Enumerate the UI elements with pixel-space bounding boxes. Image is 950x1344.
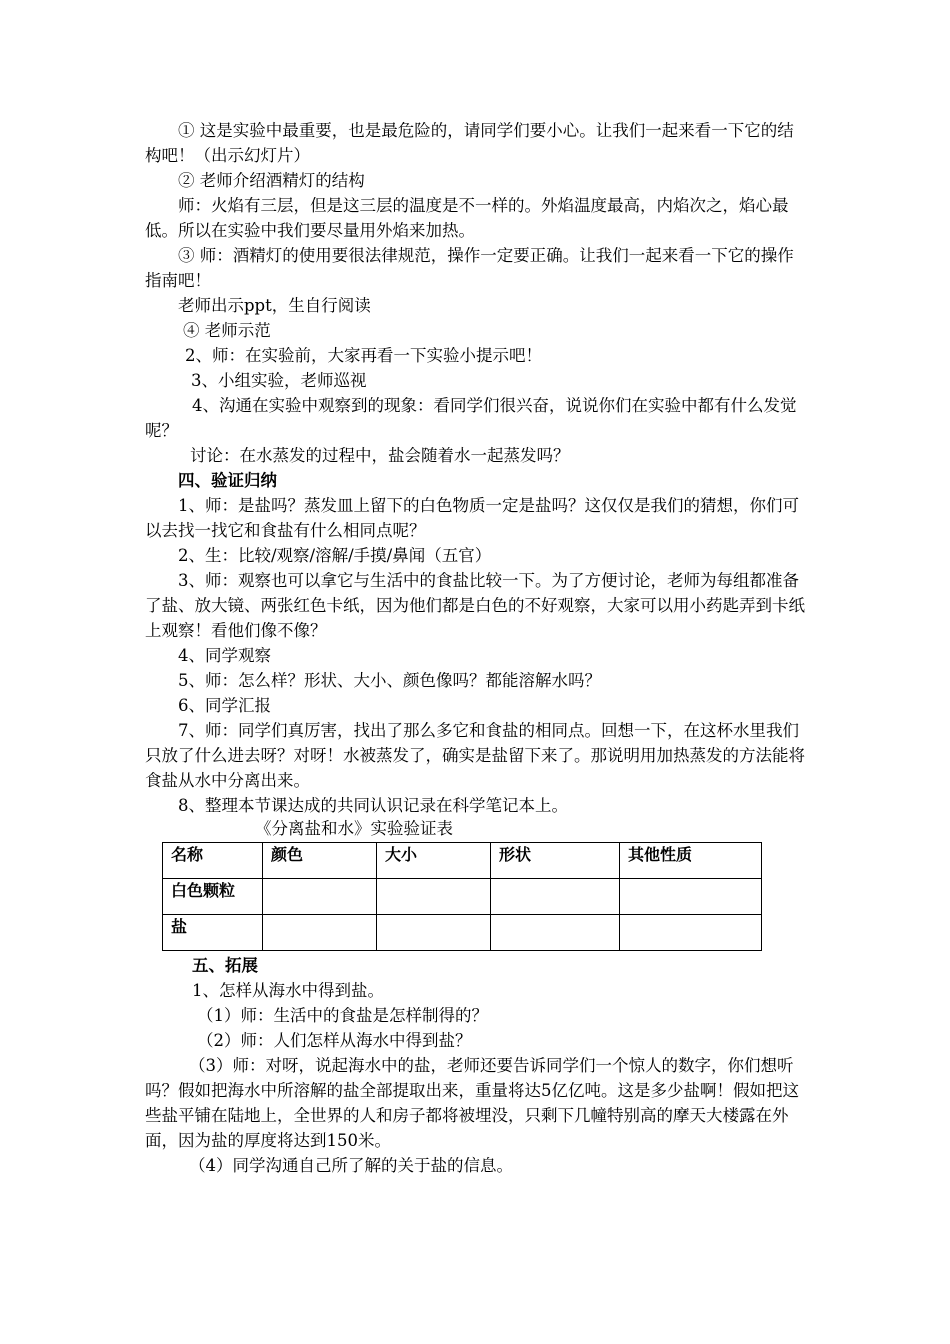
table-header-cell: 名称 xyxy=(163,843,263,879)
paragraph-flame-layers: 师：火焰有三层，但是这三层的温度是不一样的。外焰温度最高，内焰次之，焰心最低。所以在实验中我们要尽量用外焰来加热。 xyxy=(145,196,789,240)
section-heading-verify: 四、验证归纳 xyxy=(178,471,277,490)
table-cell xyxy=(620,915,762,951)
paragraph-extend-1: 1、怎样从海水中得到盐。 xyxy=(192,981,384,1000)
paragraph-discussion: 讨论：在水蒸发的过程中，盐会随着水一起蒸发吗？ xyxy=(190,446,570,465)
table-header-row xyxy=(163,843,762,879)
paragraph-verify-8: 8、整理本节课达成的共同认识记录在科学笔记本上。 xyxy=(178,796,568,815)
paragraph-verify-6: 6、同学汇报 xyxy=(178,696,271,715)
paragraph-group-experiment: 3、小组实验，老师巡视 xyxy=(191,371,367,390)
paragraph-verify-4: 4、同学观察 xyxy=(178,646,271,665)
paragraph-extend-3: （2）师：人们怎样从海水中得到盐？ xyxy=(197,1031,472,1050)
paragraph-verify-3: 3、师：观察也可以拿它与生活中的食盐比较一下。为了方便讨论，老师为每组都准备了盐、放大镜、两张红色卡纸，因为他们都是白色的不好观察，大家可以用小药匙弄到卡纸上观察！看他们像不像？ xyxy=(145,571,805,640)
table-header-cell: 大小 xyxy=(377,843,491,879)
paragraph-verify-7: 7、师：同学们真厉害，找出了那么多它和食盐的相同点。回想一下，在这杯水里我们只放了什么进去呀？对呀！水被蒸发了，确实是盐留下来了。那说明用加热蒸发的方法能将食盐从水中分离出来。 xyxy=(145,721,805,790)
table-row xyxy=(163,915,762,951)
paragraph-extend-4: （3）师：对呀，说起海水中的盐，老师还要告诉同学们一个惊人的数字，你们想听吗？假如把海水中所溶解的盐全部提取出来，重量将达5亿亿吨。这是多少盐啊！假如把这些盐平铺在陆地上，全世界的人和房子都将被埋没，只剩下几幢特别高的摩天大楼露在外面，因为盐的厚度将达到150米。 xyxy=(145,1056,799,1150)
paragraph-verify-5: 5、师：怎么样？形状、大小、颜色像吗？都能溶解水吗？ xyxy=(178,671,601,690)
paragraph-verify-2: 2、生：比较/观察/溶解/手摸/鼻闻（五官） xyxy=(178,546,492,565)
paragraph-ppt-reading: 老师出示ppt，生自行阅读 xyxy=(178,296,371,315)
table-header-cell: 形状 xyxy=(491,843,620,879)
paragraph-extend-5: （4）同学沟通自己所了解的关于盐的信息。 xyxy=(189,1156,513,1175)
table-cell xyxy=(620,879,762,915)
table-header-cell: 其他性质 xyxy=(620,843,762,879)
paragraph-extend-2: （1）师：生活中的食盐是怎样制得的？ xyxy=(197,1006,488,1025)
paragraph-structure-intro: ① 这是实验中最重要，也是最危险的，请同学们要小心。让我们一起来看一下它的结构吧！（出示幻灯片） xyxy=(145,121,794,165)
table-cell xyxy=(263,915,377,951)
paragraph-communicate: 4、沟通在实验中观察到的现象：看同学们很兴奋，说说你们在实验中都有什么发觉呢？ xyxy=(145,396,797,440)
paragraph-tips: 2、师：在实验前，大家再看一下实验小提示吧！ xyxy=(185,346,542,365)
table-header-cell: 颜色 xyxy=(263,843,377,879)
table-caption: 《分离盐和水》实验验证表 xyxy=(255,819,453,838)
section-heading-extend: 五、拓展 xyxy=(192,956,258,975)
paragraph-lamp-structure: ② 老师介绍酒精灯的结构 xyxy=(178,171,365,190)
verification-table xyxy=(162,842,762,951)
paragraph-lamp-usage: ③ 师：酒精灯的使用要很法律规范，操作一定要正确。让我们一起来看一下它的操作指南吧！ xyxy=(145,246,794,290)
paragraph-verify-1: 1、师：是盐吗？蒸发皿上留下的白色物质一定是盐吗？这仅仅是我们的猜想，你们可以去找一找它和食盐有什么相同点呢？ xyxy=(145,496,799,540)
table-cell xyxy=(377,915,491,951)
paragraph-teacher-demo: ④ 老师示范 xyxy=(183,321,271,340)
table-cell: 白色颗粒 xyxy=(163,879,263,915)
table-row xyxy=(163,879,762,915)
table-cell xyxy=(491,879,620,915)
table-cell xyxy=(377,879,491,915)
table-cell: 盐 xyxy=(163,915,263,951)
document-page xyxy=(145,118,805,1178)
table-cell xyxy=(491,915,620,951)
table-cell xyxy=(263,879,377,915)
